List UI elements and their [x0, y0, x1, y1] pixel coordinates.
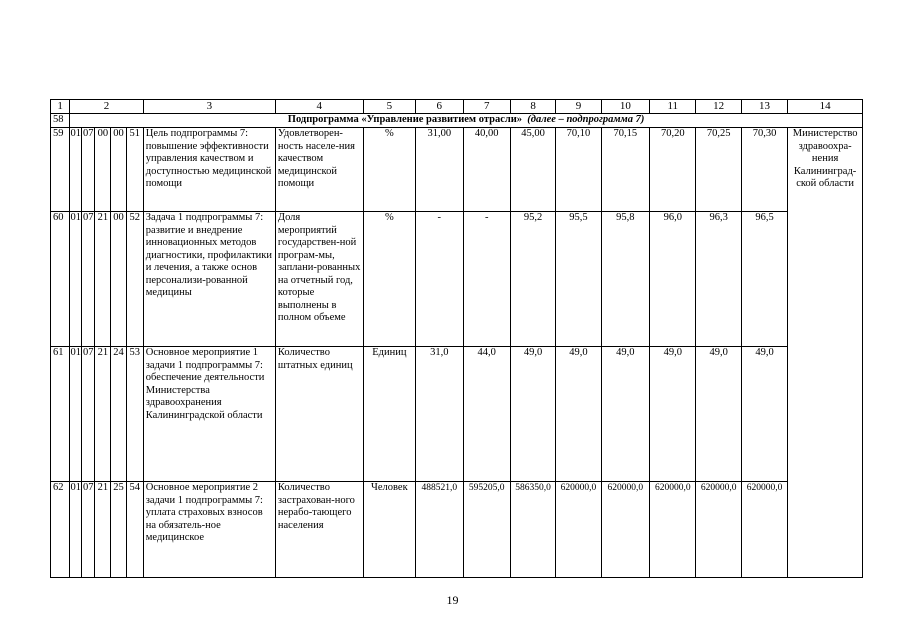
code-cell: 00 — [111, 128, 126, 212]
value-cell: 95,5 — [556, 212, 601, 347]
value-cell: - — [463, 212, 510, 347]
code-cell: 53 — [126, 347, 143, 482]
value-cell: 96,3 — [696, 212, 741, 347]
value-cell: 96,0 — [650, 212, 696, 347]
value-cell: 96,5 — [741, 212, 787, 347]
col-header-3: 3 — [143, 100, 275, 114]
value-cell: 49,0 — [556, 347, 601, 482]
value-cell: 95,8 — [601, 212, 649, 347]
col-header-9: 9 — [556, 100, 601, 114]
indicator-name: Доля мероприятий государствен-ной програм-мы, заплани-рованных на отчетный год, которые выполнены в полном объеме — [275, 212, 363, 347]
value-cell: 49,0 — [601, 347, 649, 482]
code-cell: 51 — [126, 128, 143, 212]
value-cell: 49,0 — [510, 347, 555, 482]
unit-cell: Человек — [363, 482, 415, 578]
code-cell: 01 — [70, 347, 82, 482]
col-header-2: 2 — [70, 100, 144, 114]
row-number: 59 — [51, 128, 70, 212]
col-header-11: 11 — [650, 100, 696, 114]
section-title-main: Подпрограмма «Управление развитием отрасли» — [287, 114, 523, 125]
indicator-name: Количество штатных единиц — [275, 347, 363, 482]
code-cell: 21 — [95, 482, 111, 578]
code-cell: 21 — [95, 347, 111, 482]
value-cell: 586350,0 — [510, 482, 555, 578]
value-cell: 70,25 — [696, 128, 741, 212]
table-row — [51, 482, 863, 578]
value-cell: 620000,0 — [556, 482, 601, 578]
program-name: Цель подпрограммы 7: повышение эффективности управления качеством и доступностью медицинской помощи — [143, 128, 275, 212]
program-name: Основное мероприятие 2 задачи 1 подпрограммы 7: уплата страховых взносов на обязатель-ное медицинское — [143, 482, 275, 578]
col-header-7: 7 — [463, 100, 510, 114]
value-cell: 95,2 — [510, 212, 555, 347]
value-cell: 70,10 — [556, 128, 601, 212]
value-cell: 620000,0 — [696, 482, 741, 578]
indicator-name: Удовлетворен-ность населе-ния качеством медицинской помощи — [275, 128, 363, 212]
col-header-10: 10 — [601, 100, 649, 114]
code-cell: 01 — [70, 482, 82, 578]
code-cell: 54 — [126, 482, 143, 578]
row-number: 60 — [51, 212, 70, 347]
value-cell: 49,0 — [650, 347, 696, 482]
row-number: 62 — [51, 482, 70, 578]
value-cell: - — [416, 212, 463, 347]
code-cell: 07 — [82, 128, 95, 212]
code-cell: 00 — [111, 212, 126, 347]
code-cell: 01 — [70, 128, 82, 212]
unit-cell: Единиц — [363, 347, 415, 482]
col-header-13: 13 — [741, 100, 787, 114]
value-cell: 595205,0 — [463, 482, 510, 578]
code-cell: 07 — [82, 212, 95, 347]
page-number: 19 — [446, 593, 459, 607]
code-cell: 25 — [111, 482, 126, 578]
value-cell: 40,00 — [463, 128, 510, 212]
code-cell: 07 — [82, 482, 95, 578]
code-cell: 52 — [126, 212, 143, 347]
code-cell: 07 — [82, 347, 95, 482]
value-cell: 70,20 — [650, 128, 696, 212]
col-header-14: 14 — [788, 100, 863, 114]
value-cell: 31,00 — [416, 128, 463, 212]
unit-cell: % — [363, 128, 415, 212]
col-header-4: 4 — [275, 100, 363, 114]
col-header-6: 6 — [416, 100, 463, 114]
col-header-12: 12 — [696, 100, 741, 114]
responsible-executor: Министерство здравоохра-нения Калининград-ской области — [788, 128, 863, 578]
indicator-name: Количество застрахован-ного нерабо-тающего населения — [275, 482, 363, 578]
table-row — [51, 128, 863, 212]
value-cell: 49,0 — [741, 347, 787, 482]
code-cell: 01 — [70, 212, 82, 347]
col-header-5: 5 — [363, 100, 415, 114]
program-name: Задача 1 подпрограммы 7: развитие и внедрение инновационных методов диагностики, профилактики и лечения, а также основ персонализи-рованной медицины — [143, 212, 275, 347]
value-cell: 620000,0 — [741, 482, 787, 578]
col-header-8: 8 — [510, 100, 555, 114]
value-cell: 44,0 — [463, 347, 510, 482]
value-cell: 70,15 — [601, 128, 649, 212]
value-cell: 31,0 — [416, 347, 463, 482]
value-cell: 620000,0 — [650, 482, 696, 578]
value-cell: 620000,0 — [601, 482, 649, 578]
col-header-1: 1 — [51, 100, 70, 114]
section-title-note: (далее – подпрограмма 7) — [527, 114, 645, 125]
row-number: 61 — [51, 347, 70, 482]
section-row — [51, 114, 863, 128]
code-cell: 00 — [95, 128, 111, 212]
table-row — [51, 212, 863, 347]
table-row — [51, 347, 863, 482]
column-number-row — [51, 100, 863, 114]
section-number: 58 — [51, 114, 70, 128]
indicator-table — [50, 99, 863, 578]
code-cell: 24 — [111, 347, 126, 482]
value-cell: 70,30 — [741, 128, 787, 212]
program-name: Основное мероприятие 1 задачи 1 подпрограммы 7: обеспечение деятельности Министерства здравоохранения Калининградской области — [143, 347, 275, 482]
unit-cell: % — [363, 212, 415, 347]
value-cell: 49,0 — [696, 347, 741, 482]
section-title — [70, 114, 863, 128]
value-cell: 488521,0 — [416, 482, 463, 578]
value-cell: 45,00 — [510, 128, 555, 212]
code-cell: 21 — [95, 212, 111, 347]
